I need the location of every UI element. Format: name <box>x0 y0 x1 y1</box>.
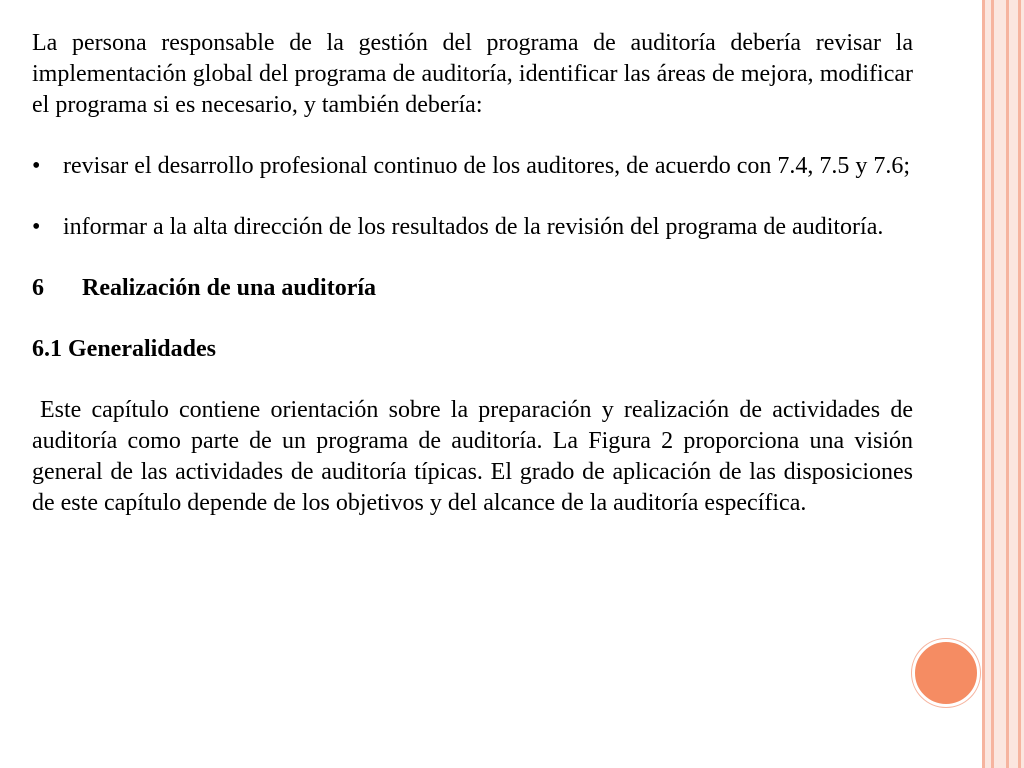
intro-paragraph: La persona responsable de la gestión del programa de auditoría debería revisar la implementación global del programa de auditoría, identificar las áreas de mejora, modificar el programa si es necesario, y también debería: <box>32 30 913 118</box>
decorative-right-border <box>982 0 1024 768</box>
bullet-item <box>32 151 913 182</box>
border-stripe <box>1006 0 1009 768</box>
bullet-marker: • <box>32 153 41 179</box>
border-stripe <box>991 0 994 768</box>
body-paragraph: Este capítulo contiene orientación sobre la preparación y realización de actividades de auditoría como parte de un programa de auditoría. La Figura 2 proporciona una visión general de las actividades de auditoría típicas. El grado de aplicación de las disposiciones de este capítulo depende de los objetivos y del alcance de la auditoría específica. <box>32 397 913 516</box>
subsection-heading: 6.1 Generalidades <box>32 336 216 362</box>
section-number: 6 <box>32 275 44 301</box>
bullet-text: informar a la alta dirección de los resultados de la revisión del programa de auditoría. <box>63 214 884 240</box>
section-title: Realización de una auditoría <box>82 275 377 301</box>
bullet-item <box>32 212 913 243</box>
border-stripe <box>1018 0 1021 768</box>
decorative-circle <box>912 639 980 707</box>
section-heading <box>32 273 913 304</box>
border-stripe <box>982 0 985 768</box>
bullet-marker: • <box>32 214 41 240</box>
slide-content <box>32 28 913 519</box>
bullet-text: revisar el desarrollo profesional continuo de los auditores, de acuerdo con 7.4, 7.5 y 7.6; <box>63 153 911 179</box>
